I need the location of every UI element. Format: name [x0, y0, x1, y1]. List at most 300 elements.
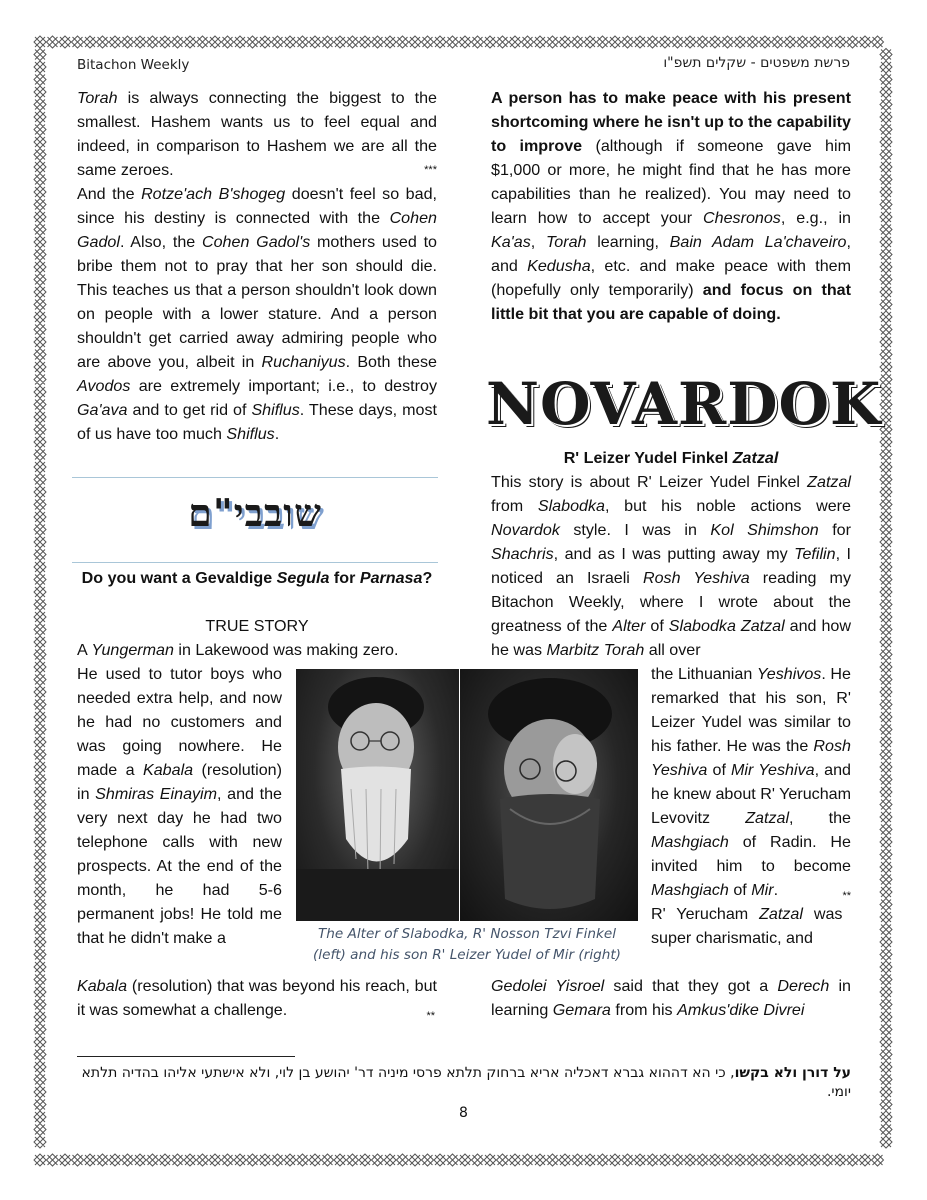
portrait-photos	[296, 669, 638, 921]
border-stitch	[634, 36, 646, 48]
border-stitch	[609, 36, 621, 48]
border-stitch	[880, 449, 892, 461]
border-stitch	[347, 36, 359, 48]
border-stitch	[322, 1154, 334, 1166]
border-stitch	[597, 1154, 609, 1166]
border-stitch	[547, 36, 559, 48]
novardok-story-text: This story is about R' Leizer Yudel Finkel Zatzal from Slabodka, but his noble actions were Novardok style. I was in Kol Shimshon for Shachris, and as I was putting away my Tefilin, I noticed an Israeli Rosh Yeshiva reading my Bitachon Weekly, where I wrote about the greatness of the Alter of Slabodka Zatzal and how he was Marbitz Torah all over	[491, 473, 851, 659]
border-stitch	[484, 1154, 496, 1166]
border-stitch	[34, 361, 46, 373]
border-stitch	[584, 36, 596, 48]
border-stitch	[880, 361, 892, 373]
border-stitch	[34, 111, 46, 123]
border-stitch	[34, 299, 46, 311]
border-stitch	[672, 1154, 684, 1166]
border-stitch	[359, 1154, 371, 1166]
separator-line	[72, 477, 438, 478]
border-stitch	[34, 1154, 46, 1166]
border-stitch	[880, 461, 892, 473]
border-stitch	[322, 36, 334, 48]
border-stitch	[880, 286, 892, 298]
border-stitch	[397, 36, 409, 48]
novardok-story-yerucham: R' Yerucham Zatzal was super charismatic, and	[651, 905, 843, 947]
border-stitch	[34, 1124, 46, 1136]
border-stitch	[34, 61, 46, 73]
border-stitch	[34, 436, 46, 448]
border-stitch	[34, 399, 46, 411]
border-stitch	[880, 124, 892, 136]
border-stitch	[547, 1154, 559, 1166]
border-stitch	[880, 561, 892, 573]
border-stitch	[34, 599, 46, 611]
border-stitch	[880, 299, 892, 311]
border-stitch	[659, 1154, 671, 1166]
border-stitch	[880, 974, 892, 986]
border-stitch	[409, 36, 421, 48]
novardok-story-continued: the Lithuanian Yeshivos. He remarked that his son, R' Leizer Yudel was similar to his father. He was the Rosh Yeshiva of Mir Yeshiva, and he knew about R' Yerucham Levovitz Zatzal, the Mashgiach of Radin. He invited him to become Mashgiach of Mir.	[651, 665, 851, 899]
border-stitch	[880, 861, 892, 873]
border-stitch	[880, 511, 892, 523]
border-stitch	[880, 699, 892, 711]
border-stitch	[880, 761, 892, 773]
border-stitch	[880, 474, 892, 486]
border-stitch	[347, 1154, 359, 1166]
border-stitch	[59, 36, 71, 48]
border-stitch	[880, 961, 892, 973]
photo-caption-line-2: (left) and his son R' Leizer Yudel of Mir (right)	[313, 947, 621, 963]
border-stitch	[409, 1154, 421, 1166]
border-stitch	[34, 986, 46, 998]
border-stitch	[34, 1036, 46, 1048]
border-stitch	[34, 49, 46, 61]
border-stitch	[509, 1154, 521, 1166]
border-stitch	[880, 211, 892, 223]
novardok-story-ending	[491, 974, 851, 1022]
border-stitch	[880, 199, 892, 211]
border-stitch	[34, 836, 46, 848]
border-stitch	[880, 886, 892, 898]
border-stitch	[880, 136, 892, 148]
border-stitch	[622, 36, 634, 48]
border-stitch	[880, 86, 892, 98]
border-stitch	[880, 436, 892, 448]
border-stitch	[34, 636, 46, 648]
border-stitch	[597, 36, 609, 48]
border-stitch	[34, 511, 46, 523]
border-stitch	[880, 261, 892, 273]
border-stitch	[34, 924, 46, 936]
border-stitch	[34, 199, 46, 211]
segula-story-ending	[77, 974, 437, 1028]
border-stitch	[84, 36, 96, 48]
border-stitch	[880, 1049, 892, 1061]
border-stitch	[247, 1154, 259, 1166]
border-stitch	[584, 1154, 596, 1166]
border-stitch	[880, 799, 892, 811]
border-stitch	[47, 1154, 59, 1166]
border-stitch	[472, 1154, 484, 1166]
border-stitch	[872, 1154, 884, 1166]
border-stitch	[472, 36, 484, 48]
border-stitch	[34, 899, 46, 911]
border-stitch	[134, 1154, 146, 1166]
border-stitch	[34, 211, 46, 223]
border-stitch	[880, 336, 892, 348]
border-stitch	[880, 1074, 892, 1086]
border-stitch	[484, 36, 496, 48]
border-stitch	[880, 174, 892, 186]
border-stitch	[434, 36, 446, 48]
border-stitch	[534, 36, 546, 48]
border-stitch	[84, 1154, 96, 1166]
border-stitch	[97, 36, 109, 48]
border-stitch	[684, 1154, 696, 1166]
border-stitch	[34, 949, 46, 961]
border-stitch	[222, 1154, 234, 1166]
border-stitch	[880, 61, 892, 73]
border-stitch	[384, 36, 396, 48]
border-stitch	[880, 874, 892, 886]
border-stitch	[880, 386, 892, 398]
border-stitch	[34, 736, 46, 748]
border-stitch	[34, 711, 46, 723]
border-stitch	[34, 724, 46, 736]
border-stitch	[809, 36, 821, 48]
border-stitch	[659, 36, 671, 48]
section-break-marker: ***	[424, 164, 437, 176]
border-stitch	[697, 36, 709, 48]
border-stitch	[880, 1086, 892, 1098]
border-stitch	[559, 36, 571, 48]
border-stitch	[272, 1154, 284, 1166]
border-stitch	[222, 36, 234, 48]
border-stitch	[880, 586, 892, 598]
border-stitch	[880, 399, 892, 411]
border-stitch	[34, 749, 46, 761]
border-stitch	[497, 36, 509, 48]
border-stitch	[59, 1154, 71, 1166]
novardok-story-title: R' Leizer Yudel Finkel Zatzal	[563, 449, 779, 467]
border-stitch	[34, 774, 46, 786]
border-stitch	[34, 861, 46, 873]
border-stitch	[34, 911, 46, 923]
border-stitch	[647, 36, 659, 48]
border-stitch	[434, 1154, 446, 1166]
border-stitch	[359, 36, 371, 48]
border-stitch	[34, 1086, 46, 1098]
border-stitch	[880, 661, 892, 673]
border-stitch	[172, 1154, 184, 1166]
border-stitch	[34, 411, 46, 423]
border-stitch	[747, 36, 759, 48]
border-stitch	[722, 1154, 734, 1166]
border-stitch	[159, 1154, 171, 1166]
border-stitch	[197, 36, 209, 48]
border-stitch	[880, 924, 892, 936]
left-column-intro	[77, 86, 437, 446]
border-stitch	[880, 824, 892, 836]
section-break-marker: **	[842, 890, 851, 902]
border-stitch	[34, 374, 46, 386]
novardok-story-body	[491, 470, 851, 662]
border-stitch	[880, 599, 892, 611]
parsha-header: פרשת משפטים - שקלים תשפ"ו	[663, 55, 850, 71]
border-stitch	[880, 649, 892, 661]
border-stitch	[880, 161, 892, 173]
border-stitch	[880, 624, 892, 636]
border-stitch	[34, 386, 46, 398]
paragraph-rotzeach: And the Rotze'ach B'shogeg doesn't feel so bad, since his destiny is connected with the Cohen Gadol. Also, the Cohen Gadol's mothers used to bribe them not to pray that her son should die. This teaches us that a person shouldn't look down on people with a lower stature. And a person shouldn't get carried away admiring people who are above you, albeit in Ruchaniyus. Both these Avodos are extremely important; i.e., to destroy Ga'ava and to get rid of Shiflus. These days, most of us have too much Shiflus.	[77, 185, 438, 443]
border-stitch	[784, 1154, 796, 1166]
border-stitch	[734, 1154, 746, 1166]
border-stitch	[34, 974, 46, 986]
border-stitch	[72, 1154, 84, 1166]
border-stitch	[880, 49, 892, 61]
border-stitch	[34, 311, 46, 323]
border-stitch	[634, 1154, 646, 1166]
border-stitch	[880, 749, 892, 761]
border-stitch	[34, 174, 46, 186]
border-stitch	[122, 1154, 134, 1166]
border-stitch	[234, 1154, 246, 1166]
border-stitch	[34, 549, 46, 561]
border-stitch	[880, 236, 892, 248]
border-stitch	[880, 74, 892, 86]
border-stitch	[34, 824, 46, 836]
border-stitch	[880, 224, 892, 236]
border-stitch	[880, 686, 892, 698]
border-stitch	[397, 1154, 409, 1166]
border-stitch	[34, 561, 46, 573]
border-stitch	[880, 524, 892, 536]
border-stitch	[880, 786, 892, 798]
story-intro: A Yungerman in Lakewood was making zero.	[77, 641, 399, 659]
border-stitch	[834, 36, 846, 48]
border-stitch	[880, 374, 892, 386]
border-stitch	[34, 461, 46, 473]
segula-story-body: He used to tutor boys who needed extra help, and now he had no customers and was going nowhere. He made a Kabala (resolution) in Shmiras Einayim, and the very next day he had two telephone calls with new prospects. At the end of the month, he had 5-6 permanent jobs! He told me that he didn't make a	[77, 665, 282, 947]
border-stitch	[34, 586, 46, 598]
border-stitch	[880, 1061, 892, 1073]
shovavim-heading: שובבי"ם	[188, 490, 322, 535]
border-stitch	[772, 1154, 784, 1166]
border-stitch	[34, 1011, 46, 1023]
border-stitch	[880, 936, 892, 948]
publication-name: Bitachon Weekly	[77, 57, 190, 73]
separator-line	[72, 562, 438, 563]
paragraph-make-peace: A person has to make peace with his present shortcoming where he isn't up to the capability to improve (although if someone gave him $1,000 or more, he might find that he has more capabilities than he realized). You may need to learn how to accept your Chesronos, e.g., in Ka'as, Torah learning, Bain Adam La'chaveiro, and Kedusha, etc. and make peace with them (hopefully only temporarily) and focus on that little bit that you are capable of doing.	[491, 89, 851, 323]
border-stitch	[859, 1154, 871, 1166]
border-stitch	[34, 1136, 46, 1148]
border-stitch	[34, 611, 46, 623]
border-stitch	[284, 36, 296, 48]
border-stitch	[559, 1154, 571, 1166]
border-stitch	[880, 499, 892, 511]
border-stitch	[209, 1154, 221, 1166]
photo-caption-line-1: The Alter of Slabodka, R' Nosson Tzvi Finkel	[317, 926, 617, 942]
border-stitch	[880, 1011, 892, 1023]
border-stitch	[34, 286, 46, 298]
border-stitch	[47, 36, 59, 48]
footnote-separator	[77, 1056, 295, 1057]
border-stitch	[859, 36, 871, 48]
border-stitch	[34, 86, 46, 98]
border-stitch	[34, 486, 46, 498]
border-stitch	[34, 1049, 46, 1061]
border-stitch	[34, 674, 46, 686]
border-stitch	[34, 74, 46, 86]
border-stitch	[422, 36, 434, 48]
border-stitch	[880, 911, 892, 923]
border-stitch	[34, 936, 46, 948]
border-stitch	[459, 36, 471, 48]
border-stitch	[34, 224, 46, 236]
border-stitch	[872, 36, 884, 48]
novardok-story-end-text: Gedolei Yisroel said that they got a Derech in learning Gemara from his Amkus'dike Divrei	[491, 977, 851, 1019]
border-stitch	[880, 486, 892, 498]
border-stitch	[447, 1154, 459, 1166]
border-stitch	[880, 1136, 892, 1148]
border-stitch	[622, 1154, 634, 1166]
border-stitch	[34, 849, 46, 861]
border-stitch	[34, 536, 46, 548]
segula-story-wrapped-text	[77, 662, 282, 950]
border-stitch	[34, 699, 46, 711]
border-stitch	[34, 136, 46, 148]
border-stitch	[534, 1154, 546, 1166]
border-stitch	[147, 36, 159, 48]
border-stitch	[722, 36, 734, 48]
border-stitch	[422, 1154, 434, 1166]
border-stitch	[880, 186, 892, 198]
border-stitch	[834, 1154, 846, 1166]
border-stitch	[284, 1154, 296, 1166]
border-stitch	[259, 36, 271, 48]
border-stitch	[34, 424, 46, 436]
border-stitch	[880, 736, 892, 748]
border-stitch	[880, 836, 892, 848]
border-stitch	[272, 36, 284, 48]
novardok-story-wrapped-text	[651, 662, 851, 950]
border-stitch	[572, 1154, 584, 1166]
border-stitch	[880, 411, 892, 423]
border-stitch	[72, 36, 84, 48]
border-stitch	[159, 36, 171, 48]
border-stitch	[847, 36, 859, 48]
border-stitch	[734, 36, 746, 48]
border-stitch	[759, 1154, 771, 1166]
border-stitch	[309, 1154, 321, 1166]
border-stitch	[880, 674, 892, 686]
border-stitch	[34, 236, 46, 248]
novardok-heading: NOVARDOK	[486, 370, 882, 438]
border-stitch	[880, 311, 892, 323]
border-stitch	[197, 1154, 209, 1166]
border-stitch	[880, 1024, 892, 1036]
border-stitch	[880, 274, 892, 286]
segula-story-title: Do you want a Gevaldige Segula for Parnasa?	[81, 569, 433, 587]
border-stitch	[747, 1154, 759, 1166]
border-stitch	[34, 1061, 46, 1073]
border-stitch	[447, 36, 459, 48]
border-stitch	[672, 36, 684, 48]
border-stitch	[880, 574, 892, 586]
border-stitch	[34, 349, 46, 361]
border-stitch	[34, 499, 46, 511]
border-stitch	[134, 36, 146, 48]
border-stitch	[684, 36, 696, 48]
border-stitch	[880, 424, 892, 436]
border-stitch	[880, 774, 892, 786]
border-stitch	[34, 161, 46, 173]
border-stitch	[34, 1024, 46, 1036]
border-stitch	[34, 786, 46, 798]
footnote-text: על דורן ולא בקשו, כי הא דההוא גברא דאכליה אריא ברחוק תלתא פרסי מיניה דר' יהושע בן לוי, ולא אישתעי אליהו בהדיה תלתא יומי.	[81, 1065, 851, 1100]
border-stitch	[572, 36, 584, 48]
border-stitch	[309, 36, 321, 48]
border-stitch	[797, 1154, 809, 1166]
border-stitch	[609, 1154, 621, 1166]
border-stitch	[259, 1154, 271, 1166]
right-column-intro	[491, 86, 851, 326]
border-stitch	[34, 886, 46, 898]
border-stitch	[880, 99, 892, 111]
border-stitch	[880, 536, 892, 548]
border-stitch	[234, 36, 246, 48]
border-stitch	[880, 324, 892, 336]
border-stitch	[880, 724, 892, 736]
border-stitch	[34, 874, 46, 886]
border-stitch	[34, 449, 46, 461]
border-stitch	[209, 36, 221, 48]
border-stitch	[34, 686, 46, 698]
border-stitch	[880, 636, 892, 648]
border-stitch	[34, 624, 46, 636]
border-stitch	[34, 1074, 46, 1086]
border-stitch	[34, 811, 46, 823]
border-stitch	[459, 1154, 471, 1166]
border-stitch	[34, 99, 46, 111]
border-stitch	[880, 899, 892, 911]
border-stitch	[880, 811, 892, 823]
border-stitch	[34, 149, 46, 161]
border-stitch	[122, 36, 134, 48]
border-stitch	[172, 36, 184, 48]
portrait-rleizer-yudel	[460, 669, 638, 921]
photo-caption	[296, 924, 638, 966]
border-stitch	[509, 36, 521, 48]
border-stitch	[34, 999, 46, 1011]
border-stitch	[34, 336, 46, 348]
border-stitch	[522, 36, 534, 48]
border-stitch	[522, 1154, 534, 1166]
true-story-label: TRUE STORY	[205, 617, 309, 635]
border-stitch	[34, 961, 46, 973]
border-stitch	[847, 1154, 859, 1166]
border-stitch	[334, 36, 346, 48]
page-number: 8	[459, 1105, 468, 1121]
border-stitch	[34, 124, 46, 136]
border-stitch	[334, 1154, 346, 1166]
border-stitch	[34, 474, 46, 486]
border-stitch	[297, 1154, 309, 1166]
border-stitch	[34, 36, 46, 48]
border-stitch	[880, 249, 892, 261]
border-stitch	[647, 1154, 659, 1166]
border-stitch	[880, 349, 892, 361]
border-stitch	[822, 36, 834, 48]
border-stitch	[880, 849, 892, 861]
